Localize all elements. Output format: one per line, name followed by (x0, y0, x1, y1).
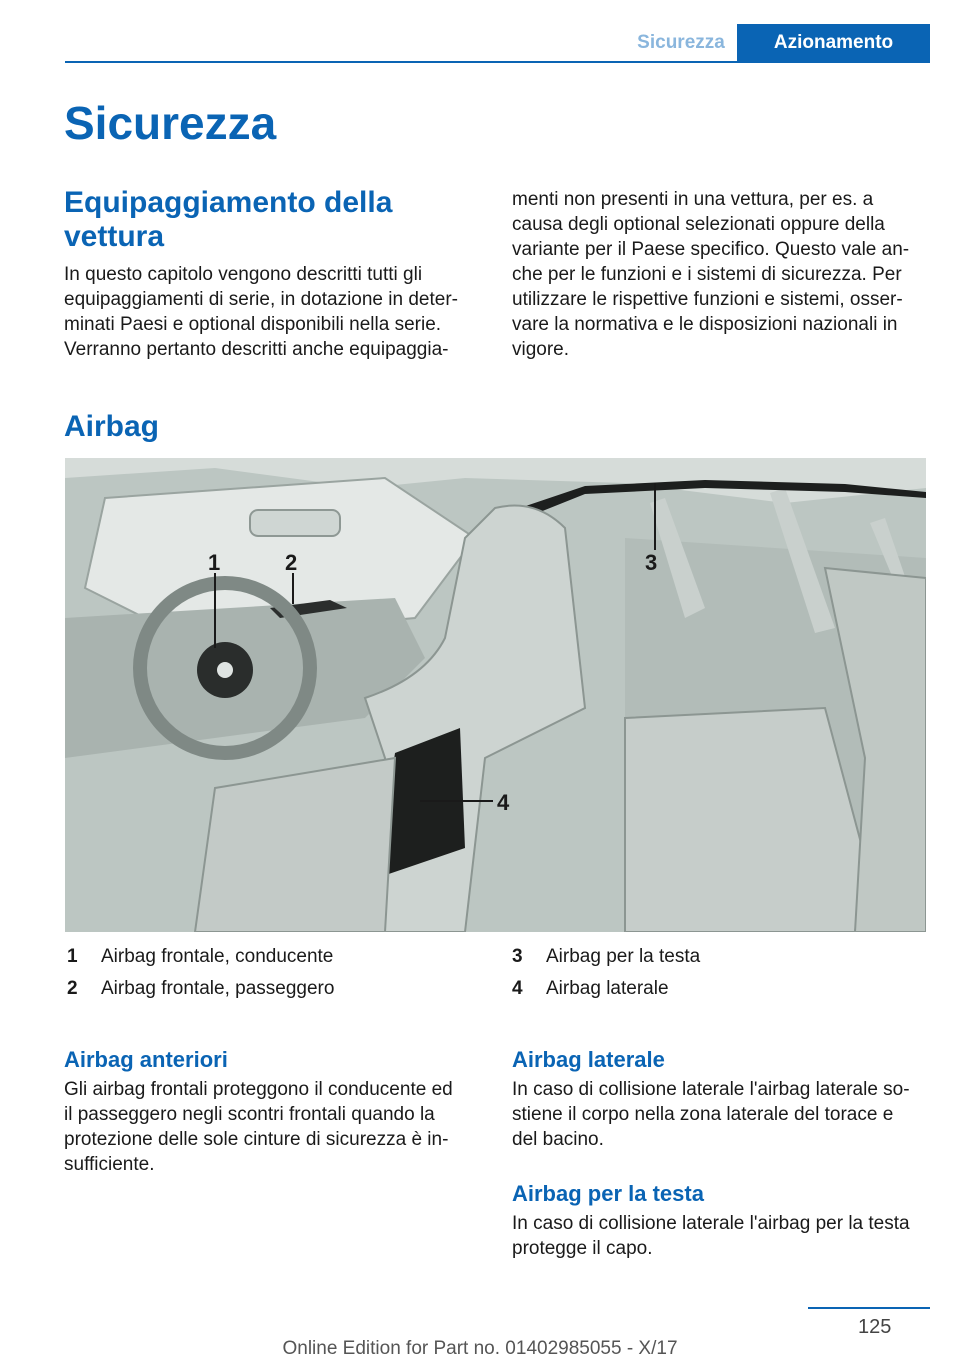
front-airbag-heading: Airbag anteriori (64, 1047, 228, 1072)
side-airbag-text: In caso di collisione laterale l'airbag laterale so‐ stiene il corpo nella zona laterale del torace e del bacino. (512, 1079, 910, 1150)
legend-label: Airbag frontale, passeggero (101, 978, 335, 999)
equipment-heading: Equipaggiamento della vettura (64, 186, 393, 253)
legend-number: 1 (67, 946, 78, 967)
legend-label: Airbag laterale (546, 978, 669, 999)
airbag-illustration (65, 458, 926, 932)
equipment-text-right: menti non presenti in una vettura, per es. a causa degli optional selezionati oppure della variante per il Paese specifico. Questo vale an‐ che per le funzioni e i sistemi di sicurezza. Per utilizzare le rispettive funzioni e sistemi, osser‐ vare la normativa e le disposizioni nazionali in vigore. (512, 189, 910, 360)
footer-edition-text: Online Edition for Part no. 01402985055 - X/17 (282, 1338, 678, 1359)
legend-label: Airbag frontale, conducente (101, 946, 334, 967)
header-rule (65, 61, 930, 63)
page-number: 125 (858, 1316, 892, 1338)
callout-4: 4 (497, 790, 510, 815)
car-interior-drawing (65, 458, 926, 932)
header-chapter-tab: Azionamento (737, 24, 930, 61)
legend-number: 4 (512, 978, 523, 999)
callout-1: 1 (208, 550, 221, 575)
head-airbag-heading: Airbag per la testa (512, 1181, 704, 1206)
airbag-heading: Airbag (64, 410, 160, 443)
callout-3: 3 (645, 550, 658, 575)
legend-number: 2 (67, 978, 78, 999)
legend-number: 3 (512, 946, 523, 967)
legend-label: Airbag per la testa (546, 946, 701, 967)
side-airbag-heading: Airbag laterale (512, 1047, 665, 1072)
front-airbag-text: Gli airbag frontali proteggono il conducente ed il passeggero negli scontri frontali quando la protezione delle sole cinture di sicurezza è in‐ sufficiente. (64, 1079, 453, 1175)
callout-2: 2 (285, 550, 298, 575)
header-section-tab: Sicurezza (637, 32, 725, 53)
footer-rule (808, 1307, 930, 1309)
equipment-text-left: In questo capitolo vengono descritti tutti gli equipaggiamenti di serie, in dotazione in deter‐ minati Paesi e optional disponibili nella serie. Verranno pertanto descritti anche equipaggia‐ (64, 264, 458, 360)
head-airbag-text: In caso di collisione laterale l'airbag per la testa protegge il capo. (512, 1213, 910, 1259)
page-title: Sicurezza (64, 97, 277, 149)
